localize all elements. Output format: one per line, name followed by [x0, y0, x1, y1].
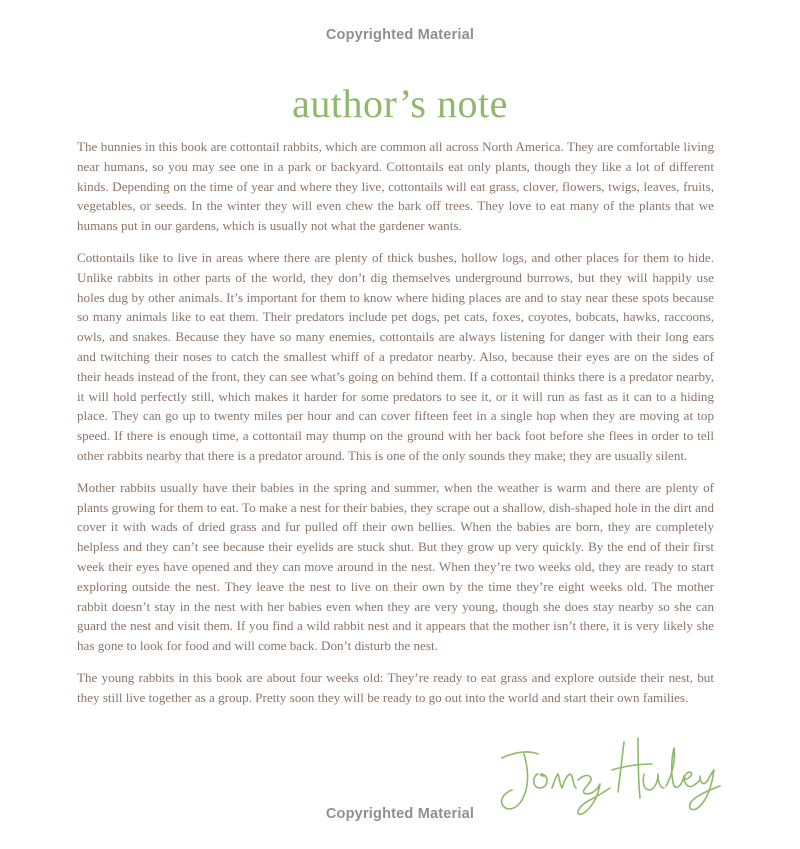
paragraph-diet: The bunnies in this book are cottontail rabbits, which are common all across North America. They are comfortable living near humans, so you may see one in a park or backyard. Cottontails eat only plants, though they like a lot of different kinds. Depending on the time of year and where they live, cottontails will eat grass, clover, flowers, twigs, leaves, fruits, vegetables, or seeds. In the winter they will even chew the bark off trees. They love to eat many of the plants that we humans put in our gardens, which is usually not what the gardener wants.	[77, 139, 714, 234]
paragraph-habitat-predators: Cottontails like to live in areas where there are plenty of thick bushes, hollow logs, and other places for them to hide. Unlike rabbits in other parts of the world, they don’t dig themselves underground burrows, but they will happily use holes dug by other animals. It’s important for them to know where hiding places are and to stay near these spots because so many animals like to eat them. Their predators include pet dogs, pet cats, foxes, coyotes, bobcats, hawks, raccoons, owls, and snakes. Because they have so many enemies, cottontails are always listening for danger with their long ears and twitching their noses to catch the smallest whiff of a predator nearby. Also, because their eyes are on the sides of their heads instead of the front, they can see what’s going on behind them. If a cottontail thinks there is a predator nearby, it will hold perfectly still, which makes it harder for some predators to see it, or it will run as fast as it can to a hiding place. They can go up to twenty miles per hour and can cover fifteen feet in a single hop when they are moving at top speed. If there is enough time, a cottontail may thump on the ground with her back foot before she flees in order to tell other rabbits nearby that there is a predator around. This is one of the only sounds they make; they are usually silent.	[77, 249, 714, 463]
paragraph-young-rabbits: The young rabbits in this book are about four weeks old: They’re ready to eat grass and explore outside their nest, but they still live together as a group. Pretty soon they will be ready to go out into the world and start their own families.	[77, 669, 714, 705]
author-note-body	[77, 137, 714, 720]
copyright-watermark-top: Copyrighted Material	[325, 27, 475, 43]
paragraph-babies: Mother rabbits usually have their babies in the spring and summer, when the weather is warm and there are plenty of plants growing for them to eat. To make a nest for their babies, they scrape out a shallow, dish-shaped hole in the dirt and cover it with wads of dried grass and fur pulled off their own bellies. When the babies are born, they are completely helpless and they can’t see because their eyelids are stuck shut. But they grow up very quickly. By the end of their first week their eyes have opened and they can move around in the nest. When they’re two weeks old, they are ready to start exploring outside the nest. They leave the nest to live on their own by the time they’re eight weeks old. The mother rabbit doesn’t stay in the nest with her babies even when they are very young, though she does stay nearby so she can guard the nest and visit them. If you find a wild rabbit nest and it appears that the mother isn’t there, it is very likely she has gone to look for food and will come back. Don’t disturb the nest.	[77, 479, 714, 654]
copyright-watermark-bottom: Copyrighted Material	[325, 806, 475, 822]
page-title: author’s note	[292, 81, 508, 126]
